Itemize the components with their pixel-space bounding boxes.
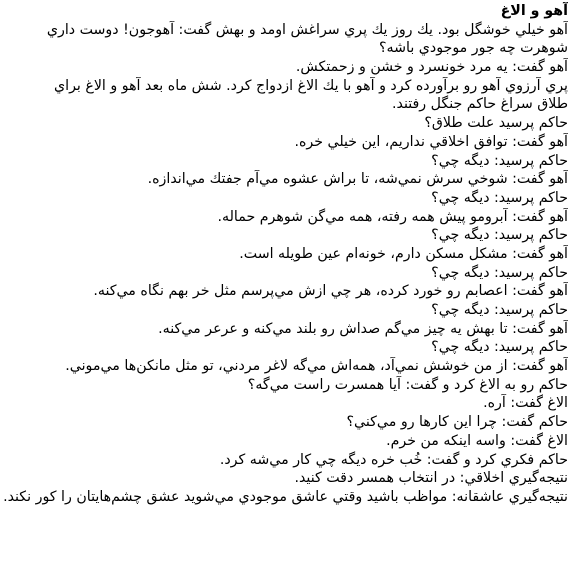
text-line-22: حاكم گفت: چرا اين كارها رو مي‌كني؟ bbox=[346, 414, 568, 431]
text-line-6: حاكم پرسيد علت طلاق؟ bbox=[424, 115, 568, 132]
text-line-8: حاكم پرسيد: ديگه چي؟ bbox=[431, 152, 568, 169]
text-line-3: آهو گفت: يه مرد خونسرد و خشن و زحمتكش. bbox=[295, 59, 568, 76]
text-line-7: آهو گفت: توافق اخلاقي نداريم، اين خيلي خره. bbox=[294, 133, 568, 150]
text-line-15: آهو گفت: اعصابم رو خورد كرده، هر چي ازش مي‌پرسم مثل خر بهم نگاه مي‌كنه. bbox=[93, 283, 568, 300]
text-line-4: پري آرزوي آهو رو برآورده كرد و آهو با يك الاغ ازدواج كرد. شش ماه بعد آهو و الاغ براي bbox=[54, 77, 568, 94]
text-line-21: الاغ گفت: آره. bbox=[483, 395, 568, 412]
text-line-23: الاغ گفت: واسه اينكه من خرم. bbox=[386, 432, 568, 449]
text-line-16: حاكم پرسيد: ديگه چي؟ bbox=[431, 302, 568, 318]
text-line-12: حاكم پرسيد: ديگه چي؟ bbox=[431, 227, 568, 244]
text-line-25: نتيجه‌گيري اخلاقي: در انتخاب همسر دقت كنيد. bbox=[294, 470, 568, 487]
text-line-11: آهو گفت: آبرومو پيش همه رفته، همه مي‌گن شوهرم حماله. bbox=[217, 208, 568, 225]
text-line-18: حاكم پرسيد: ديگه چي؟ bbox=[431, 339, 568, 356]
text-line-13: آهو گفت: مشكل مسكن دارم، خونه‌ام عين طويله است. bbox=[239, 245, 568, 262]
text-line-19: آهو گفت: از من خوشش نمي‌آد، همه‌اش مي‌گه لاغر مردني، تو مثل مانكن‌ها مي‌موني. bbox=[65, 358, 568, 375]
text-line-17: آهو گفت: تا بهش يه چيز مي‌گم صداش رو بلند مي‌كنه و عرعر مي‌كنه. bbox=[158, 320, 568, 337]
text-line-10: حاكم پرسيد: ديگه چي؟ bbox=[431, 189, 568, 206]
text-line-26: نتيجه‌گيري عاشقانه: مواظب باشيد وقتي عاشق موجودي مي‌شويد عشق چشم‌هايتان را كور نكند. bbox=[3, 488, 568, 505]
text-line-9: آهو گفت: شوخي سرش نمي‌شه، تا براش عشوه مي‌آم جفتك مي‌اندازه. bbox=[147, 171, 568, 188]
text-line-24: حاكم فكري كرد و گفت: خُب خره ديگه چي كار مي‌شه كرد. bbox=[219, 451, 568, 468]
text-line-5: طلاق سراغ حاكم جنگل رفتند. bbox=[392, 96, 568, 113]
text-line-1: آهو خيلي خوشگل بود. يك روز يك پري سراغش اومد و بهش گفت: آهوجون! دوست داري bbox=[46, 21, 568, 38]
text-line-14: حاكم پرسيد: ديگه چي؟ bbox=[431, 264, 568, 281]
text-line-20: حاكم رو به الاغ كرد و گفت: آيا همسرت راست مي‌گه؟ bbox=[247, 376, 568, 393]
document-title: آهو و الاغ bbox=[500, 3, 568, 19]
text-line-2: شوهرت چه جور موجودي باشه؟ bbox=[379, 40, 568, 57]
document-body bbox=[2, 2, 568, 507]
